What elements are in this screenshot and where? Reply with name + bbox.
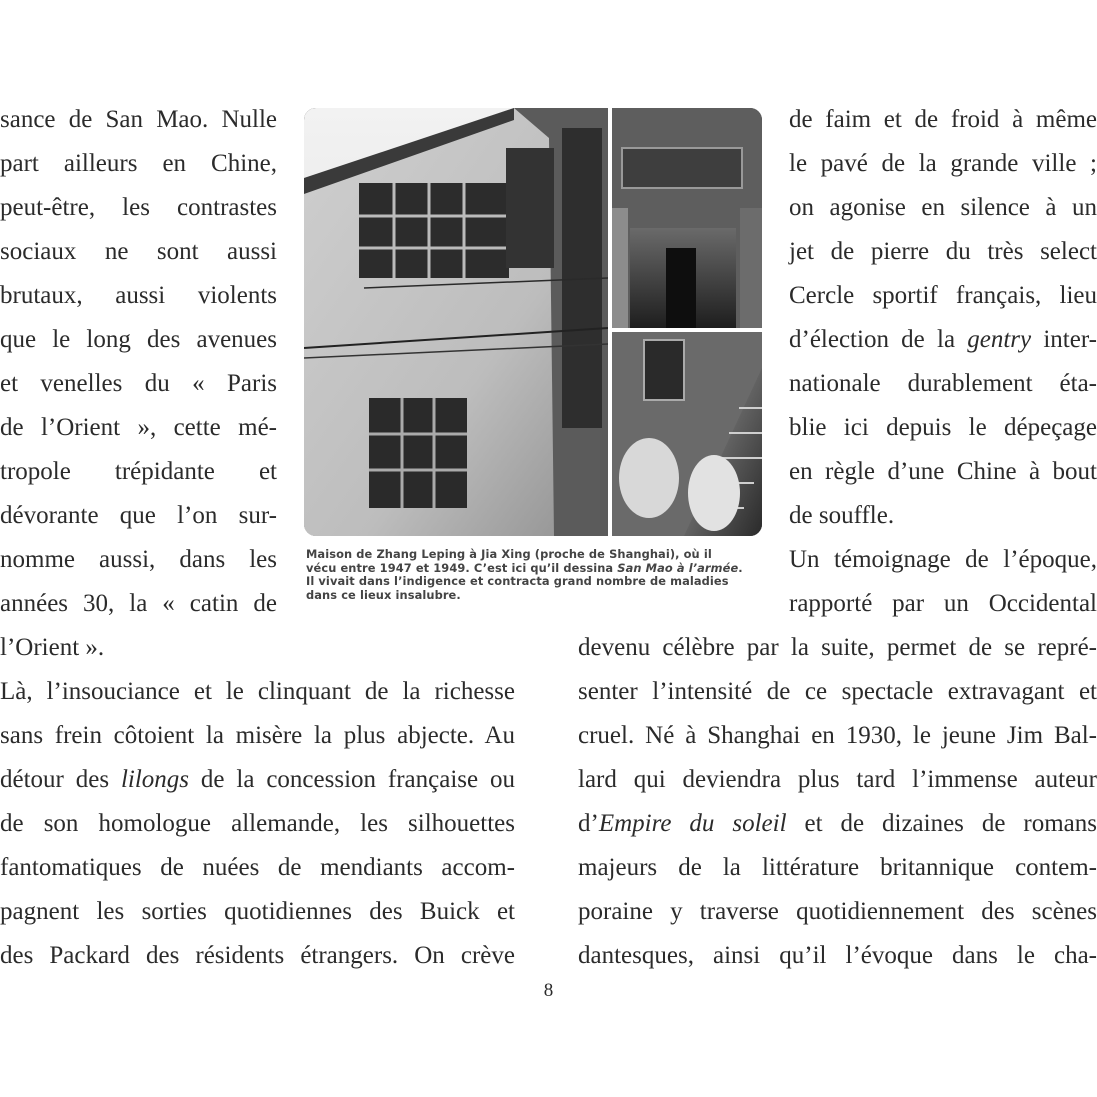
text-line: nomme aussi, dans les — [0, 546, 277, 573]
page-number: 8 — [543, 980, 554, 1001]
photo-caption — [306, 548, 766, 602]
text-line: poraine y traverse quotidiennement des scènes — [578, 898, 1097, 925]
text-line: le pavé de la grande ville ; — [789, 150, 1097, 177]
text-line: d’Empire du soleil et de dizaines de romans — [578, 810, 1097, 837]
caption-line: Maison de Zhang Leping à Jia Xing (proche de Shanghai), où il — [306, 547, 712, 561]
text-line: tropole trépidante et — [0, 458, 277, 485]
text-line: d’élection de la gentry inter- — [789, 326, 1097, 353]
text-line: fantomatiques de nuées de mendiants accom- — [0, 854, 515, 881]
photo-collage — [304, 108, 762, 536]
text-line: de son homologue allemande, les silhouettes — [0, 810, 515, 837]
text-line: devenu célèbre par la suite, permet de se repré- — [578, 634, 1097, 661]
text-line: de souffle. — [789, 502, 895, 529]
text-line: blie ici depuis le dépeçage — [789, 414, 1097, 441]
text-line: de faim et de froid à même — [789, 106, 1097, 133]
text-line: années 30, la « catin de — [0, 590, 277, 617]
text-line: et venelles du « Paris — [0, 370, 277, 397]
text-line: brutaux, aussi violents — [0, 282, 277, 309]
house-photos — [304, 108, 762, 536]
text-line: sance de San Mao. Nulle — [0, 106, 277, 133]
text-line: dantesques, ainsi qu’il l’évoque dans le cha- — [578, 942, 1097, 969]
text-line: senter l’intensité de ce spectacle extravagant et — [578, 678, 1097, 705]
text-line: lard qui deviendra plus tard l’immense auteur — [578, 766, 1097, 793]
text-line: des Packard des résidents étrangers. On crève — [0, 942, 515, 969]
caption-line: vécu entre 1947 et 1949. C’est ici qu’il dessina San Mao à l’armée. — [306, 560, 743, 575]
text-line: majeurs de la littérature britannique contem- — [578, 854, 1097, 881]
text-line: sans frein côtoient la misère la plus abjecte. Au — [0, 722, 515, 749]
caption-line: dans ce lieux insalubre. — [306, 587, 461, 602]
text-line: en règle d’une Chine à bout — [789, 458, 1097, 485]
text-line: de l’Orient », cette mé- — [0, 414, 277, 441]
caption-line: Il vivait dans l’indigence et contracta grand nombre de maladies — [306, 574, 729, 588]
text-line: que le long des avenues — [0, 326, 277, 353]
text-line: dévorante que l’on sur- — [0, 502, 277, 529]
text-line: nationale durablement éta- — [789, 370, 1097, 397]
text-line: l’Orient ». — [0, 634, 105, 661]
text-line: part ailleurs en Chine, — [0, 150, 277, 177]
text-line: Là, l’insouciance et le clinquant de la richesse — [0, 678, 515, 705]
text-line: jet de pierre du très select — [789, 238, 1097, 265]
text-line: sociaux ne sont aussi — [0, 238, 277, 265]
text-line: on agonise en silence à un — [789, 194, 1097, 221]
text-line: Cercle sportif français, lieu — [789, 282, 1097, 309]
text-line: cruel. Né à Shanghai en 1930, le jeune Jim Bal- — [578, 722, 1097, 749]
text-line: détour des lilongs de la concession française ou — [0, 766, 515, 793]
text-line: Un témoignage de l’époque, — [789, 546, 1097, 573]
text-line: rapporté par un Occidental — [789, 590, 1097, 617]
text-line: peut-être, les contrastes — [0, 194, 277, 221]
text-line: pagnent les sorties quotidiennes des Buick et — [0, 898, 515, 925]
